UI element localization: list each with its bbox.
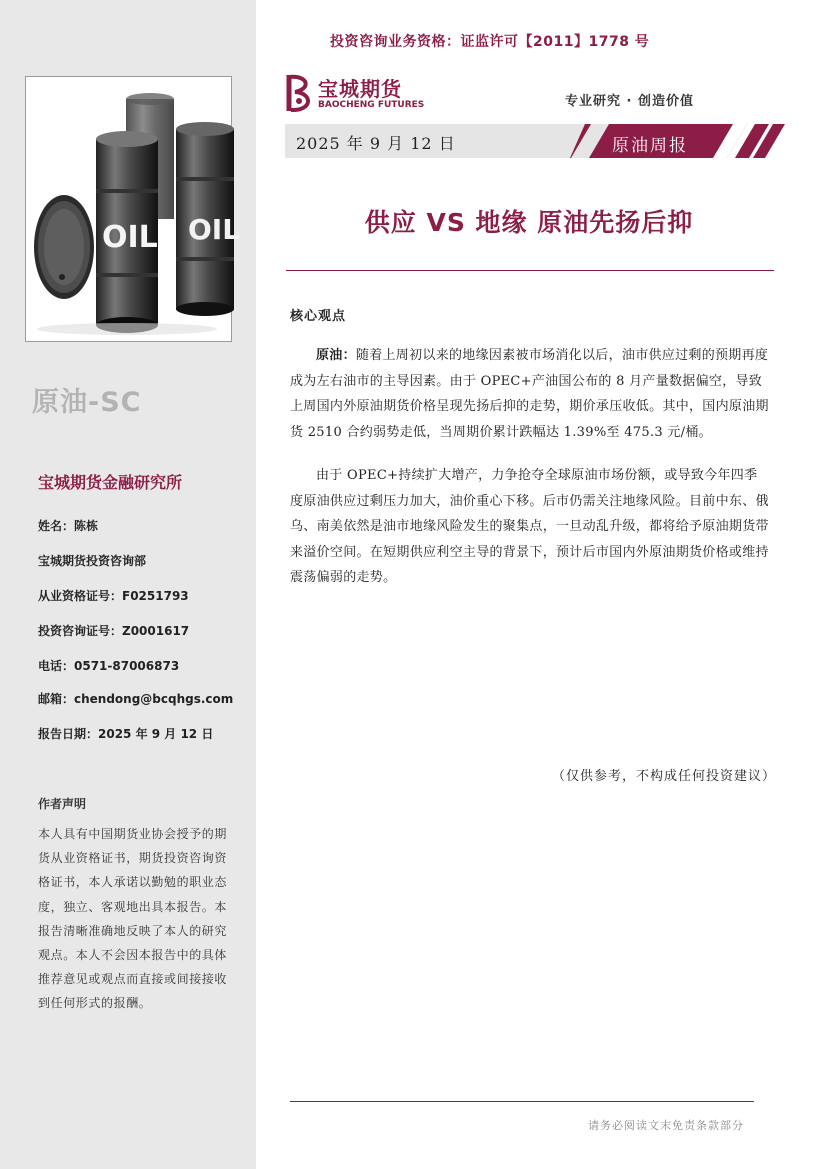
oil-label-middle: OIL [102, 220, 158, 255]
report-type: 原油周报 [612, 136, 688, 156]
commodity-name: 原油-SC [32, 387, 142, 418]
report-date: 报告日期：2025 年 9 月 12 日 [38, 727, 214, 741]
sidebar [0, 0, 256, 1169]
paragraph-crude-oil [290, 343, 770, 445]
paragraph-outlook: 由于 OPEC+持续扩大增产，力争抢夺全球原油市场份额，或导致今年四季度原油供应过剩压力加大，油价重心下移。后市仍需关注地缘风险。目前中东、俄乌、南美依然是油市地缘风险发生的聚集点，一旦动乱升级，都将给予原油期货带来溢价空间。在短期供应利空主导的背景下，预计后市国内外原油期货价格或维持震荡偏弱的走势。 [290, 468, 769, 586]
email: 邮箱：chendong@bcqhgs.com [38, 692, 234, 706]
department: 宝城期货投资咨询部 [38, 554, 147, 568]
phone: 电话：0571-87006873 [38, 659, 180, 673]
logo-english: BAOCHENG FUTURES [318, 100, 425, 110]
author-statement-body: 本人具有中国期货业协会授予的期货从业资格证书，期货投资咨询资格证书，本人承诺以勤勉的职业态度，独立、客观地出具本报告。本报告清晰准确地反映了本人的研究观点。本人不会因本报告中的具体推荐意见或观点而直接或间接接收到任何形式的报酬。 [38, 827, 228, 1011]
disclaimer: （仅供参考，不构成任何投资建议） [551, 769, 776, 784]
oil-label-right: OIL [188, 213, 241, 246]
oil-barrels-image [25, 76, 241, 342]
title-divider [286, 270, 774, 271]
paragraph-label: 原油： [316, 348, 356, 363]
analyst-name: 姓名：陈栋 [38, 519, 99, 533]
report-date-banner: 2025 年 9 月 12 日 [296, 134, 456, 153]
core-viewpoint-heading: 核心观点 [290, 309, 347, 324]
logo-chinese: 宝城期货 [318, 77, 402, 101]
license-info: 投资咨询业务资格：证监许可【2011】1778 号 [330, 34, 650, 50]
footer-note: 请务必阅读文末免责条款部分 [588, 1119, 744, 1132]
qualification-number: 从业资格证号：F0251793 [38, 589, 189, 603]
author-statement-title: 作者声明 [38, 797, 87, 811]
logo-mark-icon [285, 73, 315, 113]
research-institute: 宝城期货金融研究所 [38, 473, 183, 492]
report-title: 供应 VS 地缘 原油先扬后抑 [364, 208, 694, 237]
slogan: 专业研究 · 创造价值 [565, 94, 694, 109]
footer-divider [290, 1101, 754, 1102]
consulting-certificate: 投资咨询证号：Z0001617 [38, 624, 190, 638]
paragraph-text: 随着上周初以来的地缘因素被市场消化以后，油市供应过剩的预期再度成为左右油市的主导因素。由于 OPEC+产油国公布的 8 月产量数据偏空，导致上周国内外原油期货价格呈现先扬后抑的走势，期价承压收低。其中，国内原油期货 2510 合约弱势走低，当周期价累计跌幅达 1.39%至 475.3 元/桶。 [290, 348, 769, 440]
